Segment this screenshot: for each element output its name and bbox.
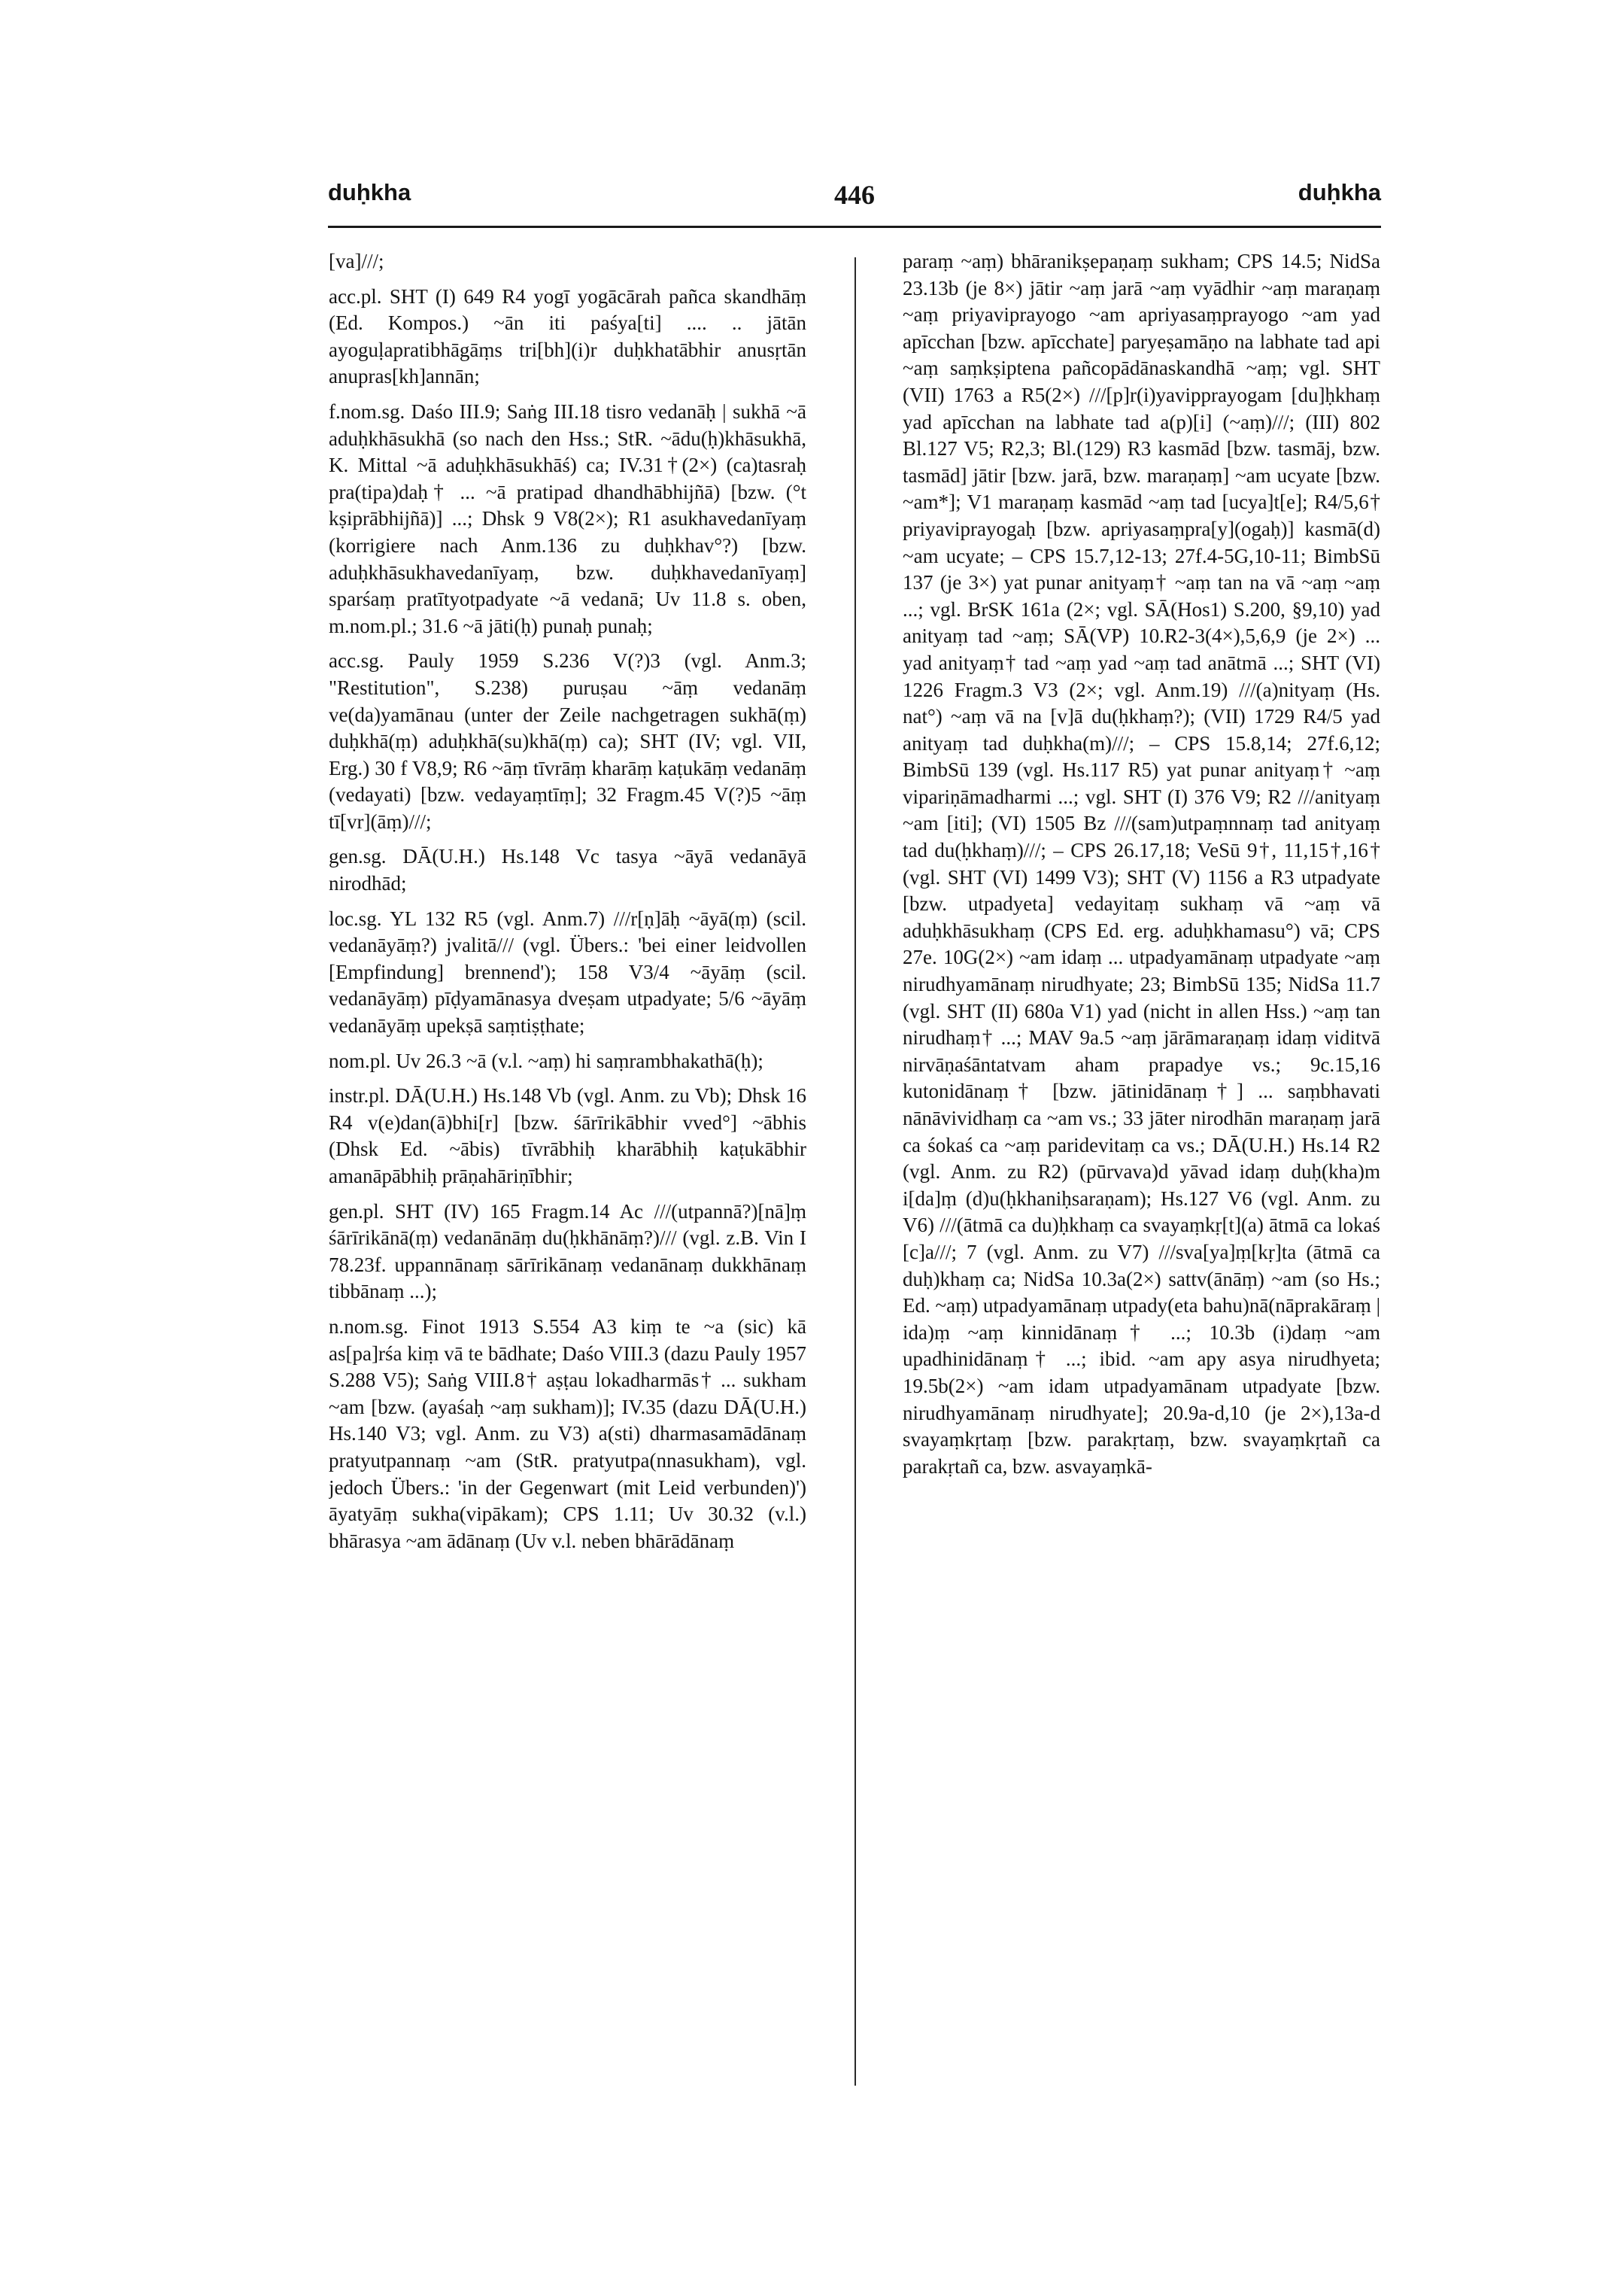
- entry-paragraph: nom.pl. Uv 26.3 ~ā (v.l. ~aṃ) hi saṃrambhakathā(ḥ);: [329, 1049, 763, 1072]
- header-right-keyword: duḥkha: [1298, 179, 1381, 205]
- entry-paragraph: acc.sg. Pauly 1959 S.236 V(?)3 (vgl. Anm.3; "Restitution", S.238) puruṣau ~āṃ vedanāṃ ve(da)yamānau (unter der Zeile nachgetragen sukhā(ṃ) duḥkhā(ṃ) aduḥkhā(su)khā(ṃ) ca); SHT (IV; vgl. VII, Erg.) 30 f V8,9; R6 ~āṃ tīvrāṃ kharāṃ kaṭukāṃ vedanāṃ (vedayati) [bzw. vedayaṃtīṃ]; 32 Fragm.45 V(?)5 ~āṃ tī[vr](āṃ)///;: [329, 649, 806, 833]
- header-rule: [328, 226, 1381, 228]
- entry-paragraph: loc.sg. YL 132 R5 (vgl. Anm.7) ///r[ṇ]āḥ ~āyā(ṃ) (scil. vedanāyāṃ?) jvalitā/// (vgl. Übers.: 'bei einer leidvollen [Empfindung] brennend'); 158 V3/4 ~āyāṃ (scil. vedanāyāṃ) pīḍyamānasya dveṣam utpadyate; 5/6 ~āyāṃ vedanāyāṃ upekṣā saṃtiṣṭhate;: [329, 907, 806, 1038]
- right-column: [903, 248, 1380, 2077]
- entry-paragraph: f.nom.sg. Daśo III.9; Saṅg III.18 tisro vedanāḥ | sukhā ~ā aduḥkhāsukhā (so nach den Hss.; StR. ~ādu(ḥ)khāsukhā, K. Mittal ~ā aduḥkhāsukhāś) ca; IV.31†(2×) (ca)tasraḥ pra(tipa)daḥ† ... ~ā pratipad dhandhābhijñā) [bzw. (°t kṣiprābhijñā)] ...; Dhsk 9 V8(2×); R1 asukhavedanīyaṃ (korrigiere nach Anm.136 zu duḥkhav°?) [bzw. aduḥkhāsukhavedanīyaṃ, bzw. duḥkhavedanīyaṃ] sparśaṃ pratītyotpadyate ~ā vedanā; Uv 11.8 s. oben, m.nom.pl.; 31.6 ~ā jāti(ḥ) punaḥ punaḥ;: [329, 400, 806, 637]
- entry-paragraph: gen.sg. DĀ(U.H.) Hs.148 Vc tasya ~āyā vedanāyā nirodhād;: [329, 845, 806, 895]
- header-left-keyword: duḥkha: [328, 179, 411, 205]
- column-divider: [854, 257, 856, 2086]
- running-header: [328, 179, 1381, 224]
- entry-paragraph: n.nom.sg. Finot 1913 S.554 A3 kiṃ te ~a (sic) kā as[pa]rśa kiṃ vā te bādhate; Daśo VIII.3 (dazu Pauly 1957 S.288 V5); Saṅg VIII.8† aṣṭau lokadharmās† ... sukham ~am [bzw. (ayaśaḥ ~aṃ sukham)]; IV.35 (dazu DĀ(U.H.) Hs.140 V3; vgl. Anm. zu V3) a(sti) dharmasamādānaṃ pratyutpannaṃ ~am (StR. pratyutpa(nnasukham), vgl. jedoch Übers.: 'in der Gegenwart (mit Leid verbunden)') āyatyāṃ sukha(vipākam); CPS 1.11; Uv 30.32 (v.l.) bhārasya ~am ādānaṃ (Uv v.l. neben bhārādānaṃ: [329, 1314, 806, 1552]
- entry-paragraph: [va]///;: [329, 250, 384, 272]
- entry-paragraph: gen.pl. SHT (IV) 165 Fragm.14 Ac ///(utpannā?)[nā]ṃ śārīrikānā(ṃ) vedanānāṃ du(ḥkhānāṃ?)/// (vgl. z.B. Vin I 78.23f. uppannānaṃ sārīrikānaṃ vedanānaṃ dukkhānaṃ tibbānaṃ ...);: [329, 1199, 806, 1303]
- left-column: [329, 248, 806, 2077]
- entry-paragraph: acc.pl. SHT (I) 649 R4 yogī yogācārah pañca skandhāṃ (Ed. Kompos.) ~ān iti paśya[ti] .... .. jātān ayoguḷapratibhāgāṃs tri[bh](i)r duḥkhatābhir anusṛtān anupras[kh]annān;: [329, 284, 806, 388]
- entry-paragraph: paraṃ ~aṃ) bhāranikṣepaṇaṃ sukham; CPS 14.5; NidSa 23.13b (je 8×) jātir ~aṃ jarā ~aṃ vyādhir ~aṃ maraṇaṃ ~aṃ priyaviprayogo ~am apriyasaṃprayogo ~am yad apīcchan [bzw. apīcchate] paryeṣamāṇo na labhate tad api ~aṃ saṃkṣiptena pañcopādānaskandhā ~aṃ; vgl. SHT (VII) 1763 a R5(2×) ///[p]r(i)yavipprayogam [du]ḥkhaṃ yad apīcchan na labhate tad a(p)[i] (~aṃ)///; (III) 802 Bl.127 V5; R2,3; Bl.(129) R3 kasmād [bzw. tasmāj, bzw. tasmād] jātir [bzw. jarā, bzw. maraṇaṃ] ~am ucyate [bzw. ~am*]; V1 maraṇaṃ kasmād ~aṃ tad [ucya]t[e]; R4/5,6† priyaviprayogaḥ [bzw. apriyasaṃpra[y](ogaḥ)] kasmā(d) ~am ucyate; – CPS 15.7,12-13; 27f.4-5G,10-11; BimbSū 137 (je 3×) yat punar anityaṃ† ~aṃ tan na vā ~aṃ ~aṃ ...; vgl. BrSK 161a (2×; vgl. SĀ(Hos1) S.200, §9,10) yad anityaṃ tad ~aṃ; SĀ(VP) 10.R2-3(4×),5,6,9 (je 2×) ... yad anityaṃ† tad ~aṃ yad ~aṃ tad anātmā ...; SHT (VI) 1226 Fragm.3 V3 (2×; vgl. Anm.19) ///(a)nityaṃ (Hs. nat°) ~aṃ vā na [v]ā du(ḥkhaṃ?); (VII) 1729 R4/5 yad anityaṃ tad duḥkha(m)///; – CPS 15.8,14; 27f.6,12; BimbSū 139 (vgl. Hs.117 R5) yat punar anityaṃ† ~aṃ vipariṇāmadharmi ...; vgl. SHT (I) 376 V9; R2 ///anityaṃ ~am [iti]; (VI) 1505 Bz ///(sam)utpaṃnnaṃ tad anityaṃ tad du(ḥkhaṃ)///; – CPS 26.17,18; VeSū 9†, 11,15†,16† (vgl. SHT (VI) 1499 V3); SHT (V) 1156 a R3 utpadyate [bzw. utpadyeta] vedayitaṃ sukhaṃ vā ~aṃ vā aduḥkhāsukhaṃ (CPS Ed. erg. aduḥkhamasu°) vā; CPS 27e. 10G(2×) ~am idaṃ ... utpadyamānaṃ utpadyate ~aṃ nirudhyamānaṃ nirudhyate; 23; BimbSū 135; NidSa 11.7 (vgl. SHT (II) 680a V1) yad (nicht in allen Hss.) ~aṃ tan nirudhaṃ† ...; MAV 9a.5 ~aṃ jārāmaraṇaṃ idaṃ viditvā nirvāṇaśāntatvam aham prapadye vs.; 9c.15,16 kutonidānaṃ† [bzw. jātinidānaṃ†] ... saṃbhavati nānāvividhaṃ ca ~am vs.; 33 jāter nirodhān maraṇaṃ jarā ca śokaś ca ~aṃ paridevitaṃ ca vs.; DĀ(U.H.) Hs.14 R2 (vgl. Anm. zu R2) (pūrvava)d yāvad idaṃ duḥ(kha)m i[da]ṃ (d)u(ḥkhaniḥsaraṇam); Hs.127 V6 (vgl. Anm. zu V6) ///(ātmā ca du)ḥkhaṃ ca svayaṃkṛ[t](a) ātmā ca lokaś [c]a///; 7 (vgl. Anm. zu V7) ///sva[ya]ṃ[kṛ]ta (ātmā ca duḥ)khaṃ ca; NidSa 10.3a(2×) sattv(ānāṃ) ~am (so Hs.; Ed. ~aṃ) utpadyamānaṃ utpady(eta bahu)nā(nāprakāraṃ | ida)ṃ ~aṃ kinnidānaṃ† ...; 10.3b (i)daṃ ~am upadhinidānaṃ† ...; ibid. ~am apy asya nirudhyeta; 19.5b(2×) ~am idam utpadyamānam utpadyate [bzw. nirudhyamānaṃ nirudhyate]; 20.9a-d,10 (je 2×),13a-d svayaṃkṛtaṃ [bzw. parakṛtaṃ, bzw. svayaṃkṛtañ ca parakṛtañ ca, bzw. asvayaṃkā-: [903, 250, 1380, 1478]
- entry-paragraph: instr.pl. DĀ(U.H.) Hs.148 Vb (vgl. Anm. zu Vb); Dhsk 16 R4 v(e)dan(ā)bhi[r] [bzw. śārīrikābhir vved°] ~ābhis (Dhsk Ed. ~ābis) tīvrābhiḥ kharābhiḥ kaṭukābhir amanāpābhiḥ prāṇahāriṇībhir;: [329, 1084, 806, 1187]
- page-number: 446: [834, 180, 875, 210]
